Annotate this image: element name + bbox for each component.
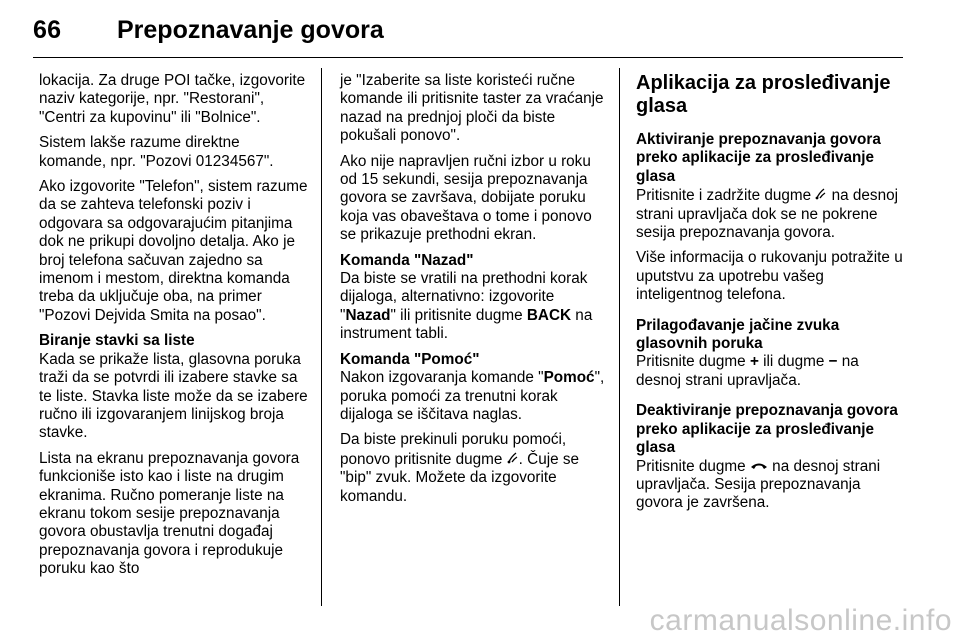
watermark: carmanualsonline.info <box>649 604 952 637</box>
minus-icon: − <box>828 353 838 371</box>
paragraph: Pritisnite dugme na desnoj strani upravljača. Sesija prepoznavanja govora je završena. <box>636 457 881 512</box>
paragraph: Da biste prekinuli poruku pomoći, ponovo pritisnite dugme . Čuje se "bip" zvuk. Možete da izgovorite komandu. <box>340 431 580 505</box>
section-heading: Aktiviranje prepoznavanja govora preko aplikacije za prosleđivanje glasa <box>636 131 881 185</box>
column-divider <box>321 68 322 606</box>
paragraph: Lista na ekranu prepoznavanja govora funkcioniše isto kao i liste na drugim ekranima. Ručno pomeranje liste na ekranu tokom sesije prepoznavanja govora obustavlja trenutni događaj prepoznavanja govora i reprodukuje poruku kao što <box>39 449 300 578</box>
header-rule <box>33 57 903 58</box>
section-heading: Komanda "Pomoć" <box>340 350 480 368</box>
paragraph: Kada se prikaže lista, glasovna poruka traži da se potvrdi ili izabere stavke sa te liste. Stavka liste može da se izabere ručno ili izgovaranjem linijskog broja stavke. <box>39 350 308 442</box>
voice-icon <box>815 187 827 204</box>
plus-icon: + <box>749 353 759 371</box>
section-heading: Deaktiviranje prepoznavanja govora preko aplikacije za prosleđivanje glasa <box>636 402 898 457</box>
paragraph: Da biste se vratili na prethodni korak dijaloga, alternativno: izgovorite "Nazad" ili pritisnite dugme BACK na instrument tabli. <box>340 270 593 343</box>
paragraph: Ako nije napravljen ručni izbor u roku od 15 sekundi, sesija prepoznavanja govora se završava, dobijate poruku koja vas obaveštava o tome i ponovo se prikazuje prethodni ekran. <box>340 152 592 244</box>
page-header <box>0 0 960 62</box>
paragraph: Više informacija o rukovanju potražite u uputstvu za upotrebu vašeg inteligentnog telefona. <box>636 249 903 304</box>
paragraph: Pritisnite i zadržite dugme na desnoj strani upravljača dok se ne pokrene sesija prepoznavanja govora. <box>636 187 898 242</box>
column-divider <box>619 68 620 606</box>
chapter-title: Aplikacija za prosleđivanje glasa <box>636 72 891 117</box>
section-heading: Biranje stavki sa liste <box>39 332 195 350</box>
column-3 <box>636 72 908 520</box>
command-pomoc: Pomoć <box>543 369 595 387</box>
page-number: 66 <box>33 16 62 44</box>
command-nazad: Nazad <box>345 306 391 324</box>
column-2 <box>340 72 612 513</box>
column-1 <box>39 72 311 586</box>
section-heading: Prilagođavanje jačine zvuka glasovnih poruka <box>636 316 840 353</box>
page-title: Prepoznavanje govora <box>117 16 384 44</box>
paragraph: je "Izaberite sa liste koristeći ručne komande ili pritisnite taster za vraćanje nazad na prednjoj ploči da biste pokušali ponovo". <box>340 72 604 145</box>
section-heading: Komanda "Nazad" <box>340 251 474 269</box>
voice-icon <box>507 451 519 468</box>
paragraph: Ako izgovorite "Telefon", sistem razume da se zahteva telefonski poziv i odgovara sa odgovarajućim pitanjima dok ne prikupi dovoljno detalja. Ako je broj telefona sačuvan zajedno sa imenom i mestom, direktna komanda treba da uključuje oba, na primer "Pozovi Dejvida Smita na posao". <box>39 178 308 324</box>
paragraph: lokacija. Za druge POI tačke, izgovorite naziv kategorije, npr. "Restorani", "Centri za kupovinu" ili "Bolnice". <box>39 72 306 126</box>
paragraph: Nakon izgovaranja komande "Pomoć", poruka pomoći za trenutni korak dijaloga se iščitava naglas. <box>340 369 605 423</box>
paragraph: Pritisnite dugme + ili dugme − na desnoj strani upravljača. <box>636 353 859 389</box>
hang-up-icon <box>750 458 768 475</box>
paragraph: Sistem lakše razume direktne komande, npr. "Pozovi 01234567". <box>39 134 274 170</box>
back-button-label: BACK <box>526 306 572 324</box>
